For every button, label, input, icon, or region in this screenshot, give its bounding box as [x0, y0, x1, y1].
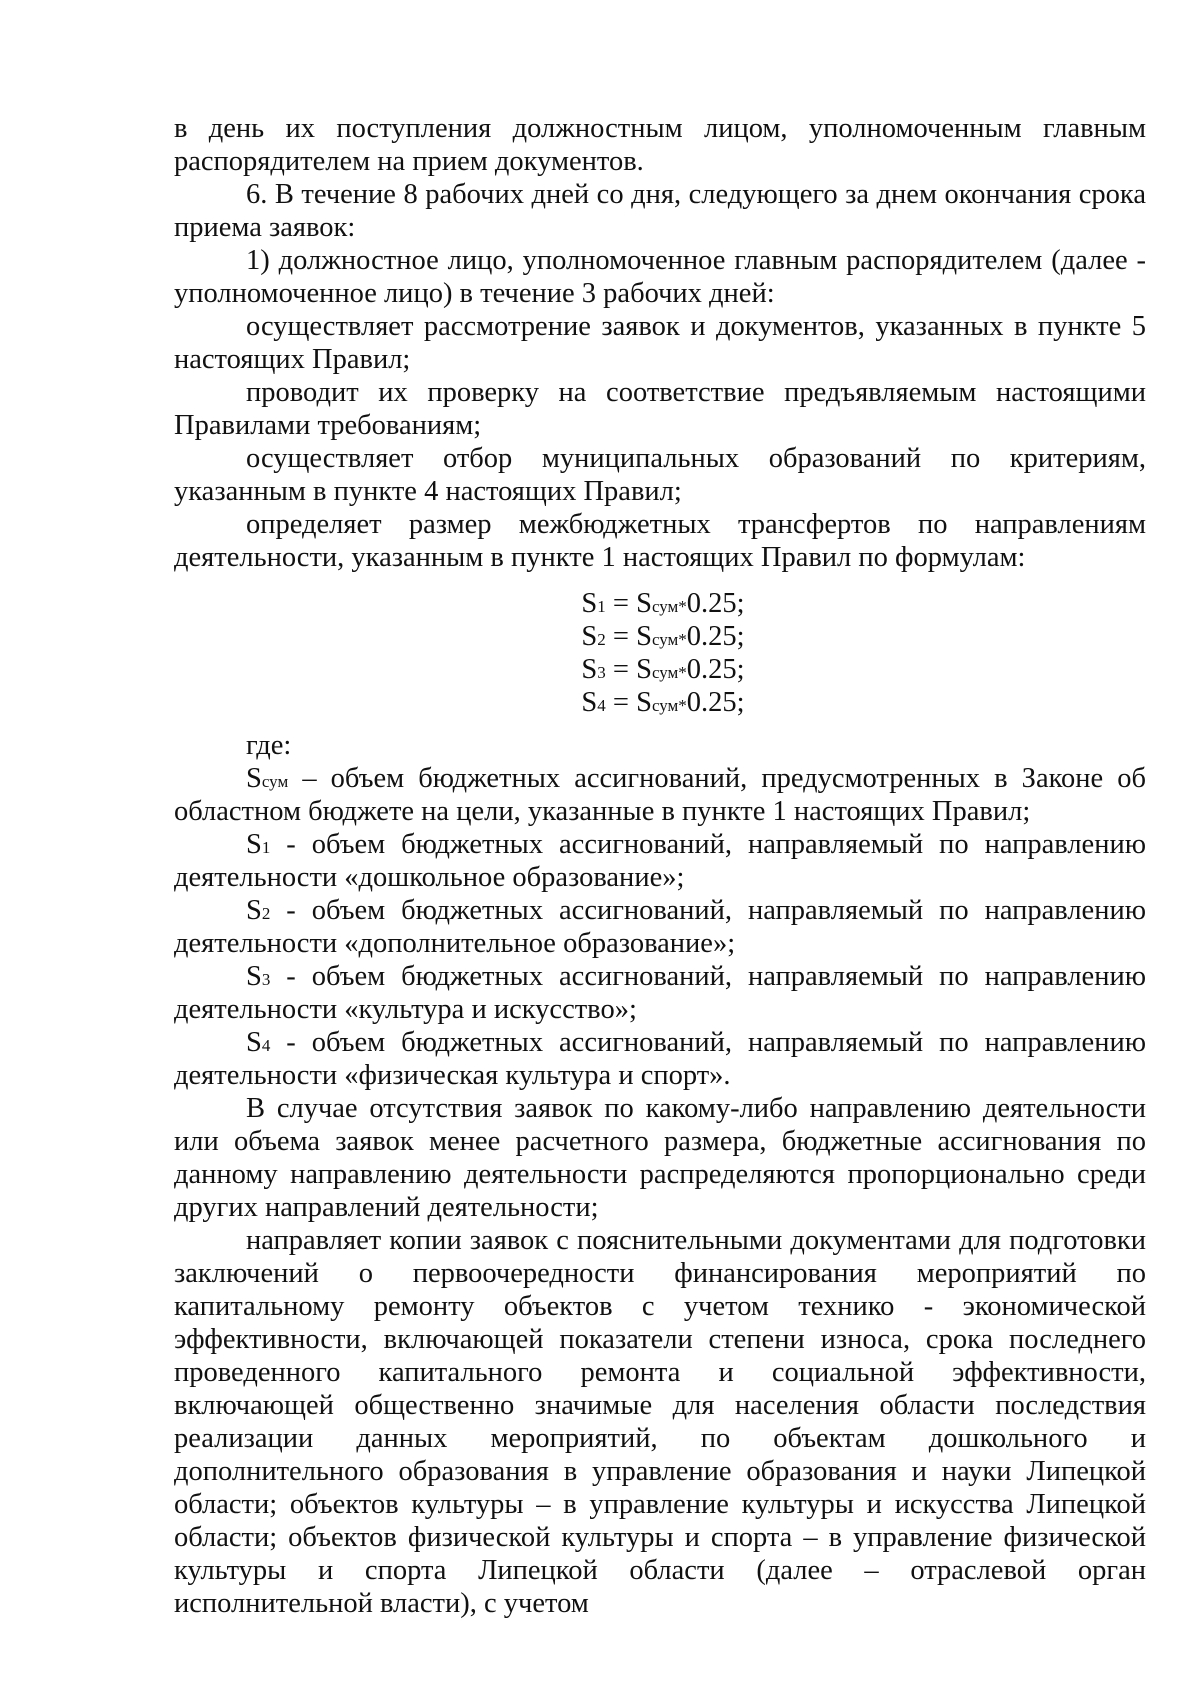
where-label: где:: [246, 730, 292, 761]
definition: S1 - объем бюджетных ассигнований, направляемый по направлению деятельности «дошкольное образование»;: [174, 829, 1146, 893]
paragraph: проводит их проверку на соответствие предъявляемым настоящими Правилами требованиям;: [174, 377, 1146, 441]
formula: S3 = Sсум*0.25;: [581, 654, 745, 685]
paragraph: осуществляет рассмотрение заявок и документов, указанных в пункте 5 настоящих Правил;: [174, 311, 1146, 375]
formula: S2 = Sсум*0.25;: [581, 621, 745, 652]
definition: S2 - объем бюджетных ассигнований, направляемый по направлению деятельности «дополнительное образование»;: [174, 895, 1146, 959]
paragraph: 1) должностное лицо, уполномоченное главным распорядителем (далее - уполномоченное лицо) в течение 3 рабочих дней:: [174, 245, 1146, 309]
formula-block: [174, 587, 1146, 719]
definition: S3 - объем бюджетных ассигнований, направляемый по направлению деятельности «культура и искусство»;: [174, 961, 1146, 1025]
formula: S4 = Sсум*0.25;: [581, 687, 745, 718]
document-page: [174, 112, 1146, 1620]
definition: Sсум – объем бюджетных ассигнований, предусмотренных в Законе об областном бюджете на цели, указанные в пункте 1 настоящих Правил;: [174, 763, 1146, 827]
formula: S1 = Sсум*0.25;: [581, 588, 745, 619]
definition: S4 - объем бюджетных ассигнований, направляемый по направлению деятельности «физическая культура и спорт».: [174, 1027, 1146, 1091]
paragraph: в день их поступления должностным лицом, уполномоченным главным распорядителем на прием документов.: [174, 113, 1146, 177]
paragraph: определяет размер межбюджетных трансфертов по направлениям деятельности, указанным в пункте 1 настоящих Правил по формулам:: [174, 509, 1146, 573]
paragraph: 6. В течение 8 рабочих дней со дня, следующего за днем окончания срока приема заявок:: [174, 179, 1146, 243]
paragraph: направляет копии заявок с пояснительными документами для подготовки заключений о первоочередности финансирования мероприятий по капитальному ремонту объектов с учетом технико - экономической эффективности, включающей показатели степени износа, срока последнего проведенного капитального ремонта и социальной эффективности, включающей общественно значимые для населения области последствия реализации данных мероприятий, по объектам дошкольного и дополнительного образования в управление образования и науки Липецкой области; объектов культуры – в управление культуры и искусства Липецкой области; объектов физической культуры и спорта – в управление физической культуры и спорта Липецкой области (далее – отраслевой орган исполнительной власти), с учетом: [174, 1225, 1146, 1619]
paragraph: осуществляет отбор муниципальных образований по критериям, указанным в пункте 4 настоящих Правил;: [174, 443, 1146, 507]
paragraph: В случае отсутствия заявок по какому-либо направлению деятельности или объема заявок менее расчетного размера, бюджетные ассигнования по данному направлению деятельности распределяются пропорционально среди других направлений деятельности;: [174, 1093, 1146, 1223]
